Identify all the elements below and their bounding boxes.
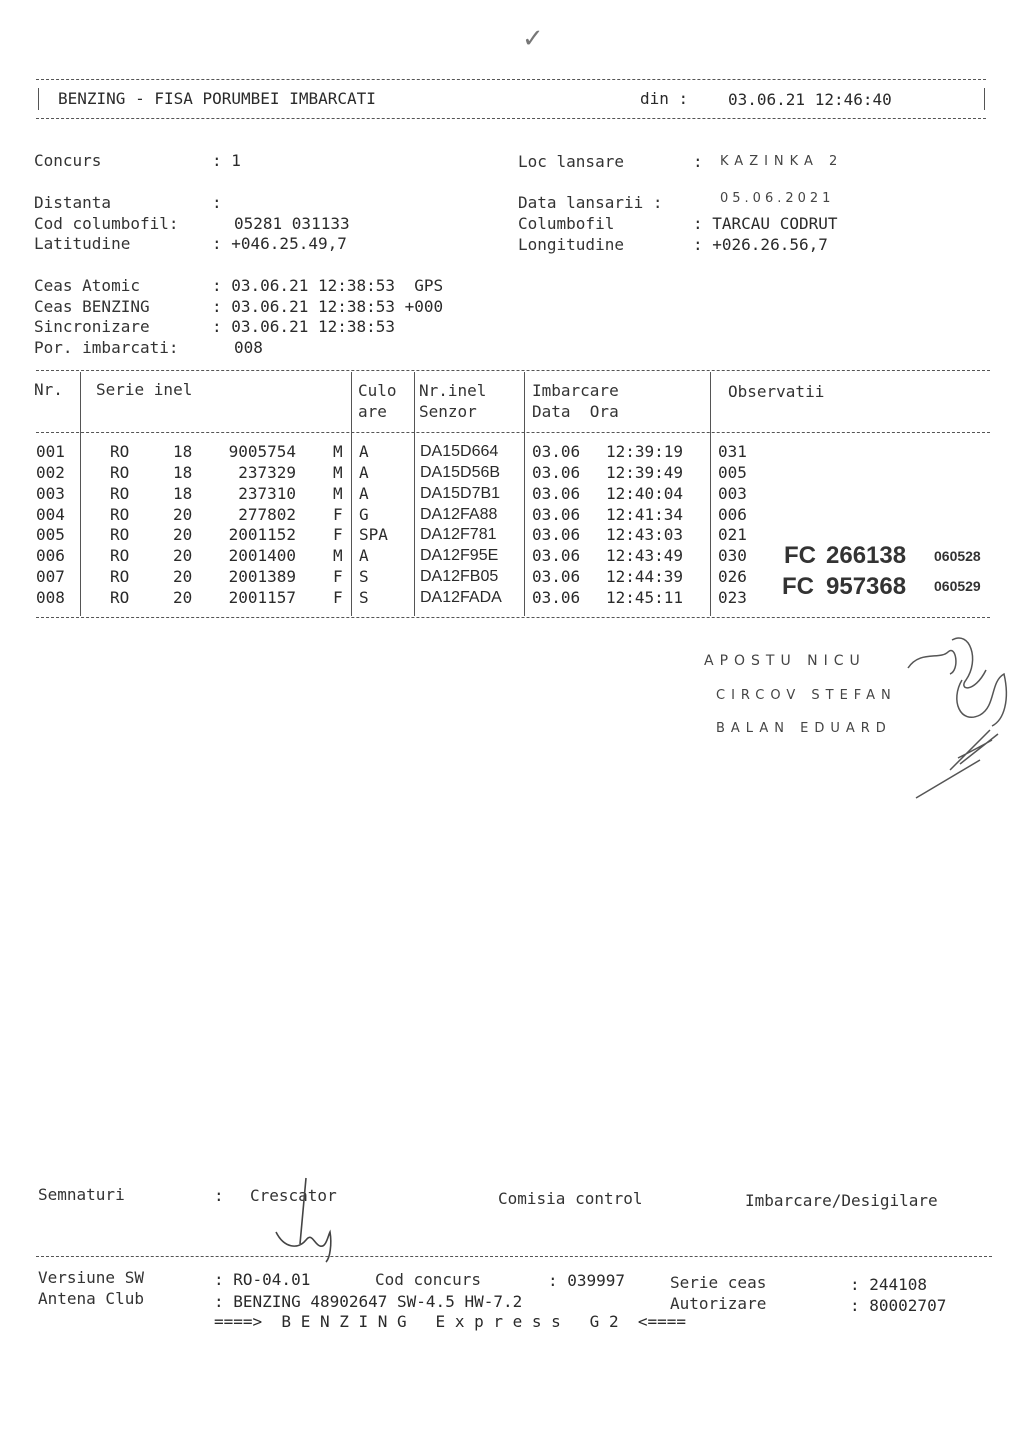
din-label: din : xyxy=(640,89,689,108)
col-header-culoare-2: are xyxy=(358,402,387,421)
cell-sensor: DA15D56B xyxy=(420,464,501,481)
din-value: 03.06.21 12:46:40 xyxy=(728,90,892,109)
cell-sex: M xyxy=(333,463,343,482)
cell-country: RO xyxy=(110,463,130,482)
footer-rule xyxy=(36,1256,992,1257)
cell-date: 03.06 xyxy=(532,484,581,503)
col-header-observatii: Observatii xyxy=(728,382,825,401)
cell-time: 12:40:04 xyxy=(606,484,684,503)
cell-country: RO xyxy=(110,484,130,503)
cell-country: RO xyxy=(110,567,130,586)
commission-signatures xyxy=(900,630,1020,800)
ceas-benzing-label: Ceas BENZING xyxy=(34,297,150,316)
cell-ring: 2001400 xyxy=(228,546,296,565)
cell-time: 12:44:39 xyxy=(606,567,684,586)
table-top-rule xyxy=(36,370,990,371)
cell-color: A xyxy=(359,484,369,503)
cell-sex: F xyxy=(333,525,343,544)
cell-year: 20 xyxy=(173,525,193,544)
cell-date: 03.06 xyxy=(532,442,581,461)
cell-date: 03.06 xyxy=(532,546,581,565)
cell-sex: M xyxy=(333,546,343,565)
concurs-label: Concurs xyxy=(34,151,102,170)
cell-ring: 2001152 xyxy=(228,525,296,544)
data-lansarii-value: 05.06.2021 xyxy=(720,191,835,206)
check-mark: ✓ xyxy=(522,24,544,54)
cell-ring: 2001389 xyxy=(228,567,296,586)
cell-ring: 237310 xyxy=(238,484,296,503)
cell-date: 03.06 xyxy=(532,463,581,482)
por-imbarcati-value: 008 xyxy=(234,338,263,357)
cell-country: RO xyxy=(110,588,130,607)
cell-sex: F xyxy=(333,567,343,586)
header-bottom-rule xyxy=(36,118,986,119)
cod-concurs-value: : 039997 xyxy=(548,1271,626,1290)
handwritten-name-1: APOSTU NICU xyxy=(704,653,866,669)
cell-time: 12:41:34 xyxy=(606,505,684,524)
cell-nr: 002 xyxy=(36,463,65,482)
cod-concurs-label: Cod concurs xyxy=(375,1270,481,1289)
cell-nr: 006 xyxy=(36,546,65,565)
stamp-1-prefix: FC xyxy=(784,542,816,569)
serie-ceas-label: Serie ceas xyxy=(670,1273,767,1292)
cell-color: A xyxy=(359,442,369,461)
cell-time: 12:43:03 xyxy=(606,525,684,544)
cell-sensor: DA12F781 xyxy=(420,526,497,543)
cell-sex: M xyxy=(333,442,343,461)
cod-columbofil-value: 05281 031133 xyxy=(234,214,350,233)
cell-date: 03.06 xyxy=(532,588,581,607)
table-row xyxy=(0,444,1024,464)
crescator-label: Crescator xyxy=(250,1186,337,1205)
cell-color: G xyxy=(359,505,369,524)
document-title: BENZING - FISA PORUMBEI IMBARCATI xyxy=(58,89,376,108)
cell-ring: 2001157 xyxy=(228,588,296,607)
cell-sensor: DA15D7B1 xyxy=(420,485,501,502)
stamp-1-suffix: 060528 xyxy=(934,548,981,564)
cell-sex: M xyxy=(333,484,343,503)
ceas-atomic-label: Ceas Atomic xyxy=(34,276,140,295)
stamp-2-number: 957368 xyxy=(826,573,907,600)
versiune-sw-value: : RO-04.01 xyxy=(214,1270,311,1289)
handwritten-name-2: CIRCOV STEFAN xyxy=(716,688,897,703)
cell-ring: 277802 xyxy=(238,505,296,524)
cell-country: RO xyxy=(110,525,130,544)
cell-color: S xyxy=(359,567,369,586)
cell-obs: 005 xyxy=(718,463,747,482)
cod-columbofil-label: Cod columbofil: xyxy=(34,214,179,233)
cell-sensor: DA12FB05 xyxy=(420,568,499,585)
cell-country: RO xyxy=(110,546,130,565)
header-right-edge xyxy=(984,88,985,110)
cell-year: 20 xyxy=(173,505,193,524)
cell-time: 12:39:19 xyxy=(606,442,684,461)
table-row xyxy=(0,486,1024,506)
concurs-value: : 1 xyxy=(212,151,241,170)
cell-year: 18 xyxy=(173,442,193,461)
autorizare-label: Autorizare xyxy=(670,1294,767,1313)
sincronizare-value: : 03.06.21 12:38:53 xyxy=(212,317,396,336)
cell-sensor: DA15D664 xyxy=(420,443,499,460)
signature-1-scribble xyxy=(908,638,986,688)
antena-club-value: : BENZING 48902647 SW-4.5 HW-7.2 xyxy=(214,1292,523,1311)
cell-year: 20 xyxy=(173,588,193,607)
distanta-label: Distanta xyxy=(34,193,112,212)
longitudine-label: Longitudine xyxy=(518,235,624,254)
distanta-value: : xyxy=(212,193,222,212)
benzing-express-banner: ====> B E N Z I N G E x p r e s s G 2 <==== xyxy=(214,1312,687,1331)
cell-color: A xyxy=(359,546,369,565)
cell-obs: 030 xyxy=(718,546,747,565)
col-header-serie: Serie inel xyxy=(96,380,193,399)
columbofil-label: Columbofil xyxy=(518,214,615,233)
cell-sensor: DA12FA88 xyxy=(420,506,498,523)
stamp-1-number: 266138 xyxy=(826,542,907,569)
cell-sex: F xyxy=(333,505,343,524)
crescator-signature xyxy=(268,1174,348,1264)
stamp-2-prefix: FC xyxy=(782,573,814,600)
crescator-signature-stroke xyxy=(276,1178,331,1262)
data-lansarii-label: Data lansarii : xyxy=(518,193,663,212)
cell-ring: 237329 xyxy=(238,463,296,482)
ceas-atomic-value: : 03.06.21 12:38:53 GPS xyxy=(212,276,444,295)
versiune-sw-label: Versiune SW xyxy=(38,1268,144,1287)
sincronizare-label: Sincronizare xyxy=(34,317,150,336)
cell-sensor: DA12F95E xyxy=(420,547,499,564)
col-header-imbarcare-1: Imbarcare xyxy=(532,381,619,400)
cell-year: 20 xyxy=(173,546,193,565)
loc-lansare-value: KAZINKA 2 xyxy=(720,154,844,169)
cell-obs: 006 xyxy=(718,505,747,524)
latitudine-value: : +046.25.49,7 xyxy=(212,234,347,253)
col-header-culoare-1: Culo xyxy=(358,381,397,400)
cell-obs: 031 xyxy=(718,442,747,461)
cell-obs: 003 xyxy=(718,484,747,503)
table-bottom-rule xyxy=(36,617,990,618)
handwritten-name-3: BALAN EDUARD xyxy=(716,721,892,736)
cell-sensor: DA12FADA xyxy=(420,589,502,606)
cell-date: 03.06 xyxy=(532,567,581,586)
loc-lansare-label: Loc lansare xyxy=(518,152,624,171)
cell-nr: 005 xyxy=(36,525,65,544)
col-header-nr: Nr. xyxy=(34,380,63,399)
loc-lansare-sep: : xyxy=(693,152,703,171)
table-row xyxy=(0,507,1024,527)
cell-year: 20 xyxy=(173,567,193,586)
cell-obs: 023 xyxy=(718,588,747,607)
serie-ceas-value: : 244108 xyxy=(850,1275,928,1294)
semnaturi-label: Semnaturi xyxy=(38,1185,125,1204)
cell-time: 12:39:49 xyxy=(606,463,684,482)
antena-club-label: Antena Club xyxy=(38,1289,144,1308)
cell-obs: 021 xyxy=(718,525,747,544)
cell-nr: 001 xyxy=(36,442,65,461)
header-top-rule xyxy=(36,79,986,80)
cell-sex: F xyxy=(333,588,343,607)
cell-country: RO xyxy=(110,505,130,524)
columbofil-value: : TARCAU CODRUT xyxy=(693,214,838,233)
cell-year: 18 xyxy=(173,484,193,503)
semnaturi-sep: : xyxy=(214,1186,224,1205)
cell-color: S xyxy=(359,588,369,607)
cell-country: RO xyxy=(110,442,130,461)
cell-color: A xyxy=(359,463,369,482)
cell-nr: 007 xyxy=(36,567,65,586)
autorizare-value: : 80002707 xyxy=(850,1296,947,1315)
cell-date: 03.06 xyxy=(532,525,581,544)
cell-obs: 026 xyxy=(718,567,747,586)
stamp-2-suffix: 060529 xyxy=(934,578,981,594)
cell-year: 18 xyxy=(173,463,193,482)
cell-nr: 004 xyxy=(36,505,65,524)
cell-nr: 008 xyxy=(36,588,65,607)
cell-ring: 9005754 xyxy=(228,442,296,461)
ceas-benzing-value: : 03.06.21 12:38:53 +000 xyxy=(212,297,444,316)
comisia-control-label: Comisia control xyxy=(498,1189,643,1208)
col-header-nrinel-1: Nr.inel xyxy=(419,381,487,400)
table-header-rule xyxy=(36,432,990,433)
cell-time: 12:43:49 xyxy=(606,546,684,565)
header-left-edge xyxy=(38,88,39,110)
cell-date: 03.06 xyxy=(532,505,581,524)
longitudine-value: : +026.26.56,7 xyxy=(693,235,828,254)
cell-time: 12:45:11 xyxy=(606,588,684,607)
col-header-nrinel-2: Senzor xyxy=(419,402,477,421)
table-row xyxy=(0,465,1024,485)
signature-3-scribble xyxy=(916,730,998,798)
por-imbarcati-label: Por. imbarcati: xyxy=(34,338,179,357)
latitudine-label: Latitudine xyxy=(34,234,131,253)
imbarcare-desigilare-label: Imbarcare/Desigilare xyxy=(745,1191,938,1210)
cell-color: SPA xyxy=(359,525,388,544)
col-header-imbarcare-2: Data Ora xyxy=(532,402,619,421)
cell-nr: 003 xyxy=(36,484,65,503)
